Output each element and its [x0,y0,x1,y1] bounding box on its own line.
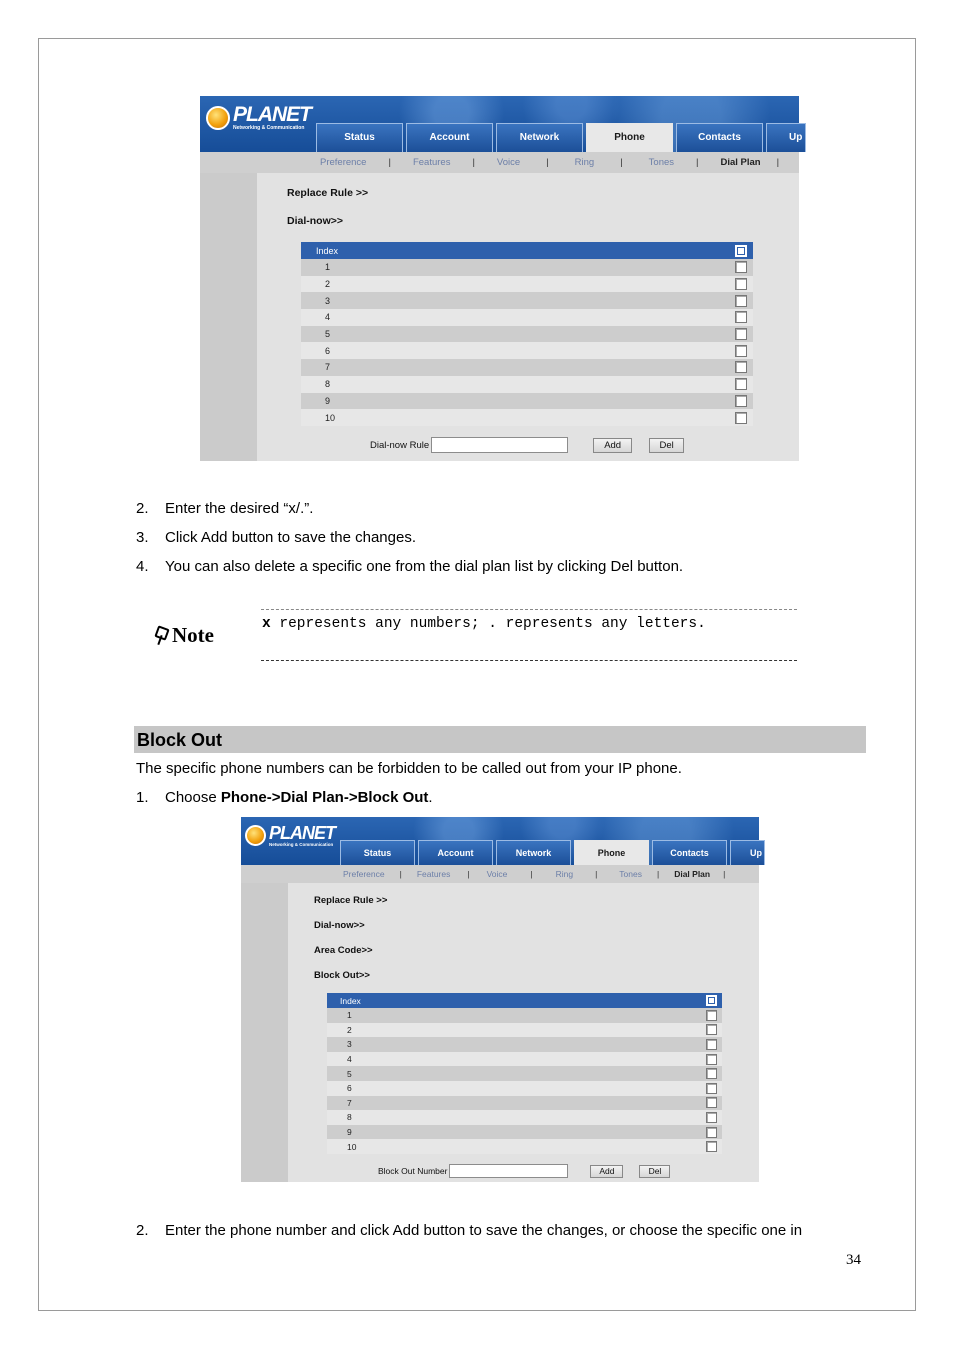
row-checkbox[interactable] [706,1083,717,1094]
row-checkbox[interactable] [706,1068,717,1079]
add-button[interactable]: Add [593,438,632,453]
row-checkbox[interactable] [706,1054,717,1065]
tab-network[interactable]: Network [496,123,583,152]
note-bottom-rule [261,660,797,661]
dial-plan-screenshot [200,96,803,461]
sub-navigation: Preference | Features | Voice | Ring | Tones | Dial Plan | [200,152,799,173]
table-header [327,993,722,1008]
step-last: 2. Enter the phone number and click Add button to save the changes, or choose the specific one in [136,1222,803,1239]
block-out-link[interactable]: Block Out>> [314,970,370,981]
row-index: 9 [325,395,331,406]
globe-icon [206,106,230,130]
subnav-ring[interactable]: Ring [555,869,574,879]
table-row [301,276,753,293]
table-row [301,259,753,276]
left-column [241,883,288,1182]
table-row [327,1110,722,1125]
subnav-voice[interactable]: Voice [486,869,508,879]
row-index: 10 [347,1141,357,1152]
subnav-tones[interactable]: Tones [619,869,642,879]
tab-phone[interactable]: Phone [586,123,673,152]
row-index: 8 [347,1112,352,1123]
pushpin-icon [155,626,165,646]
tab-upgrade[interactable]: Up [730,840,765,865]
tab-phone[interactable]: Phone [574,840,649,865]
table-row [301,309,753,326]
sub-navigation: Preference | Features | Voice | Ring | Tones | Dial Plan | [241,865,759,883]
row-checkbox[interactable] [735,278,747,290]
table-row [327,1096,722,1111]
dial-now-table [301,242,753,426]
row-index: 5 [325,329,331,340]
step-4: 4. You can also delete a specific one from the dial plan list by clicking Del button. [136,558,684,575]
block-out-form [378,1164,670,1178]
table-row [327,1023,722,1038]
left-column [200,173,257,461]
select-all-checkbox[interactable] [735,245,747,257]
row-index: 8 [325,379,331,390]
row-checkbox[interactable] [735,311,747,323]
subnav-ring[interactable]: Ring [574,157,595,168]
block-out-table [327,993,722,1154]
row-checkbox[interactable] [735,261,747,273]
main-tabs [340,840,765,865]
row-checkbox[interactable] [706,1010,717,1021]
row-checkbox[interactable] [735,345,747,357]
table-row [327,1139,722,1154]
row-checkbox[interactable] [735,395,747,407]
tab-status[interactable]: Status [316,123,403,152]
table-row [327,1125,722,1140]
dial-now-link[interactable]: Dial-now>> [287,215,344,227]
logo-word: PLANET [233,103,311,126]
table-row [301,409,753,426]
logo-word: PLANET [269,823,335,843]
step-3: 3. Click Add button to save the changes. [136,529,416,546]
row-checkbox[interactable] [706,1112,717,1123]
subnav-voice[interactable]: Voice [496,157,521,168]
logo-tagline: Networking & Communication [233,125,305,131]
block-out-heading: Block Out [134,726,866,753]
subnav-dial-plan[interactable]: Dial Plan [720,157,761,168]
block-out-number-input[interactable] [449,1164,568,1178]
subnav-preference[interactable]: Preference [343,869,385,879]
table-header [301,242,753,259]
row-index: 7 [325,362,331,373]
note-text: x represents any numbers; . represents any letters. [262,616,706,632]
row-index: 3 [325,295,331,306]
subnav-preference[interactable]: Preference [320,157,367,168]
row-index: 4 [347,1054,352,1065]
table-row [301,359,753,376]
table-row [327,1037,722,1052]
subnav-features[interactable]: Features [416,869,451,879]
tab-account[interactable]: Account [406,123,493,152]
row-checkbox[interactable] [735,328,747,340]
planet-logo [245,824,335,847]
tab-account[interactable]: Account [418,840,493,865]
main-tabs [316,123,806,152]
table-row [301,292,753,309]
subnav-tones[interactable]: Tones [648,157,675,168]
note-heading: Note [155,623,214,648]
row-checkbox[interactable] [735,361,747,373]
block-out-intro: The specific phone numbers can be forbidden to be called out from your IP phone. [136,760,682,777]
tab-status[interactable]: Status [340,840,415,865]
step-2: 2. Enter the desired “x/.”. [136,500,314,517]
row-index: 2 [325,279,331,290]
table-row [327,1066,722,1081]
table-row [301,376,753,393]
row-checkbox[interactable] [735,295,747,307]
table-row [301,393,753,410]
row-index: 10 [325,412,336,423]
table-row [301,326,753,343]
table-row [327,1008,722,1023]
dial-now-form [370,437,684,453]
page-number: 34 [846,1252,861,1268]
row-checkbox[interactable] [706,1024,717,1035]
replace-rule-link[interactable]: Replace Rule >> [287,187,369,199]
row-index: 3 [347,1039,352,1050]
phone-ui-header [200,96,803,152]
row-index: 1 [325,262,331,273]
dial-now-rule-input[interactable] [431,437,568,453]
logo-tagline: Networking & Communication [269,842,334,847]
row-index: 7 [347,1097,352,1108]
index-header: Index [316,245,339,256]
add-button[interactable]: Add [590,1165,623,1178]
step-choose: 1. Choose Phone->Dial Plan->Block Out. [136,789,433,806]
row-checkbox[interactable] [706,1127,717,1138]
subnav-dial-plan[interactable]: Dial Plan [674,869,711,879]
row-index: 5 [347,1068,352,1079]
dial-now-link[interactable]: Dial-now>> [314,920,365,931]
area-code-link[interactable]: Area Code>> [314,945,373,956]
note-top-rule [261,609,797,610]
table-row [327,1052,722,1067]
row-checkbox[interactable] [735,412,747,424]
phone-ui-header [241,817,762,865]
index-header: Index [340,995,361,1006]
row-checkbox[interactable] [706,1141,717,1152]
del-button[interactable]: Del [649,438,684,453]
row-index: 9 [347,1127,352,1138]
row-index: 2 [347,1024,352,1035]
block-out-screenshot [241,817,762,1182]
tab-contacts[interactable]: Contacts [652,840,727,865]
tab-network[interactable]: Network [496,840,571,865]
replace-rule-link[interactable]: Replace Rule >> [314,895,388,906]
row-checkbox[interactable] [735,378,747,390]
globe-icon [245,825,266,846]
table-row [301,342,753,359]
table-row [327,1081,722,1096]
row-index: 6 [347,1083,352,1094]
row-index: 6 [325,345,331,356]
subnav-features[interactable]: Features [412,157,451,168]
tab-upgrade[interactable]: Up [766,123,806,152]
row-checkbox[interactable] [706,1039,717,1050]
dial-now-rule-label: Dial-now Rule [370,439,430,451]
row-index: 4 [325,312,331,323]
planet-logo [206,104,311,131]
del-button[interactable]: Del [639,1165,670,1178]
row-index: 1 [347,1010,352,1021]
row-checkbox[interactable] [706,1097,717,1108]
tab-contacts[interactable]: Contacts [676,123,763,152]
block-out-number-label: Block Out Number [378,1166,448,1176]
select-all-checkbox[interactable] [706,995,717,1006]
